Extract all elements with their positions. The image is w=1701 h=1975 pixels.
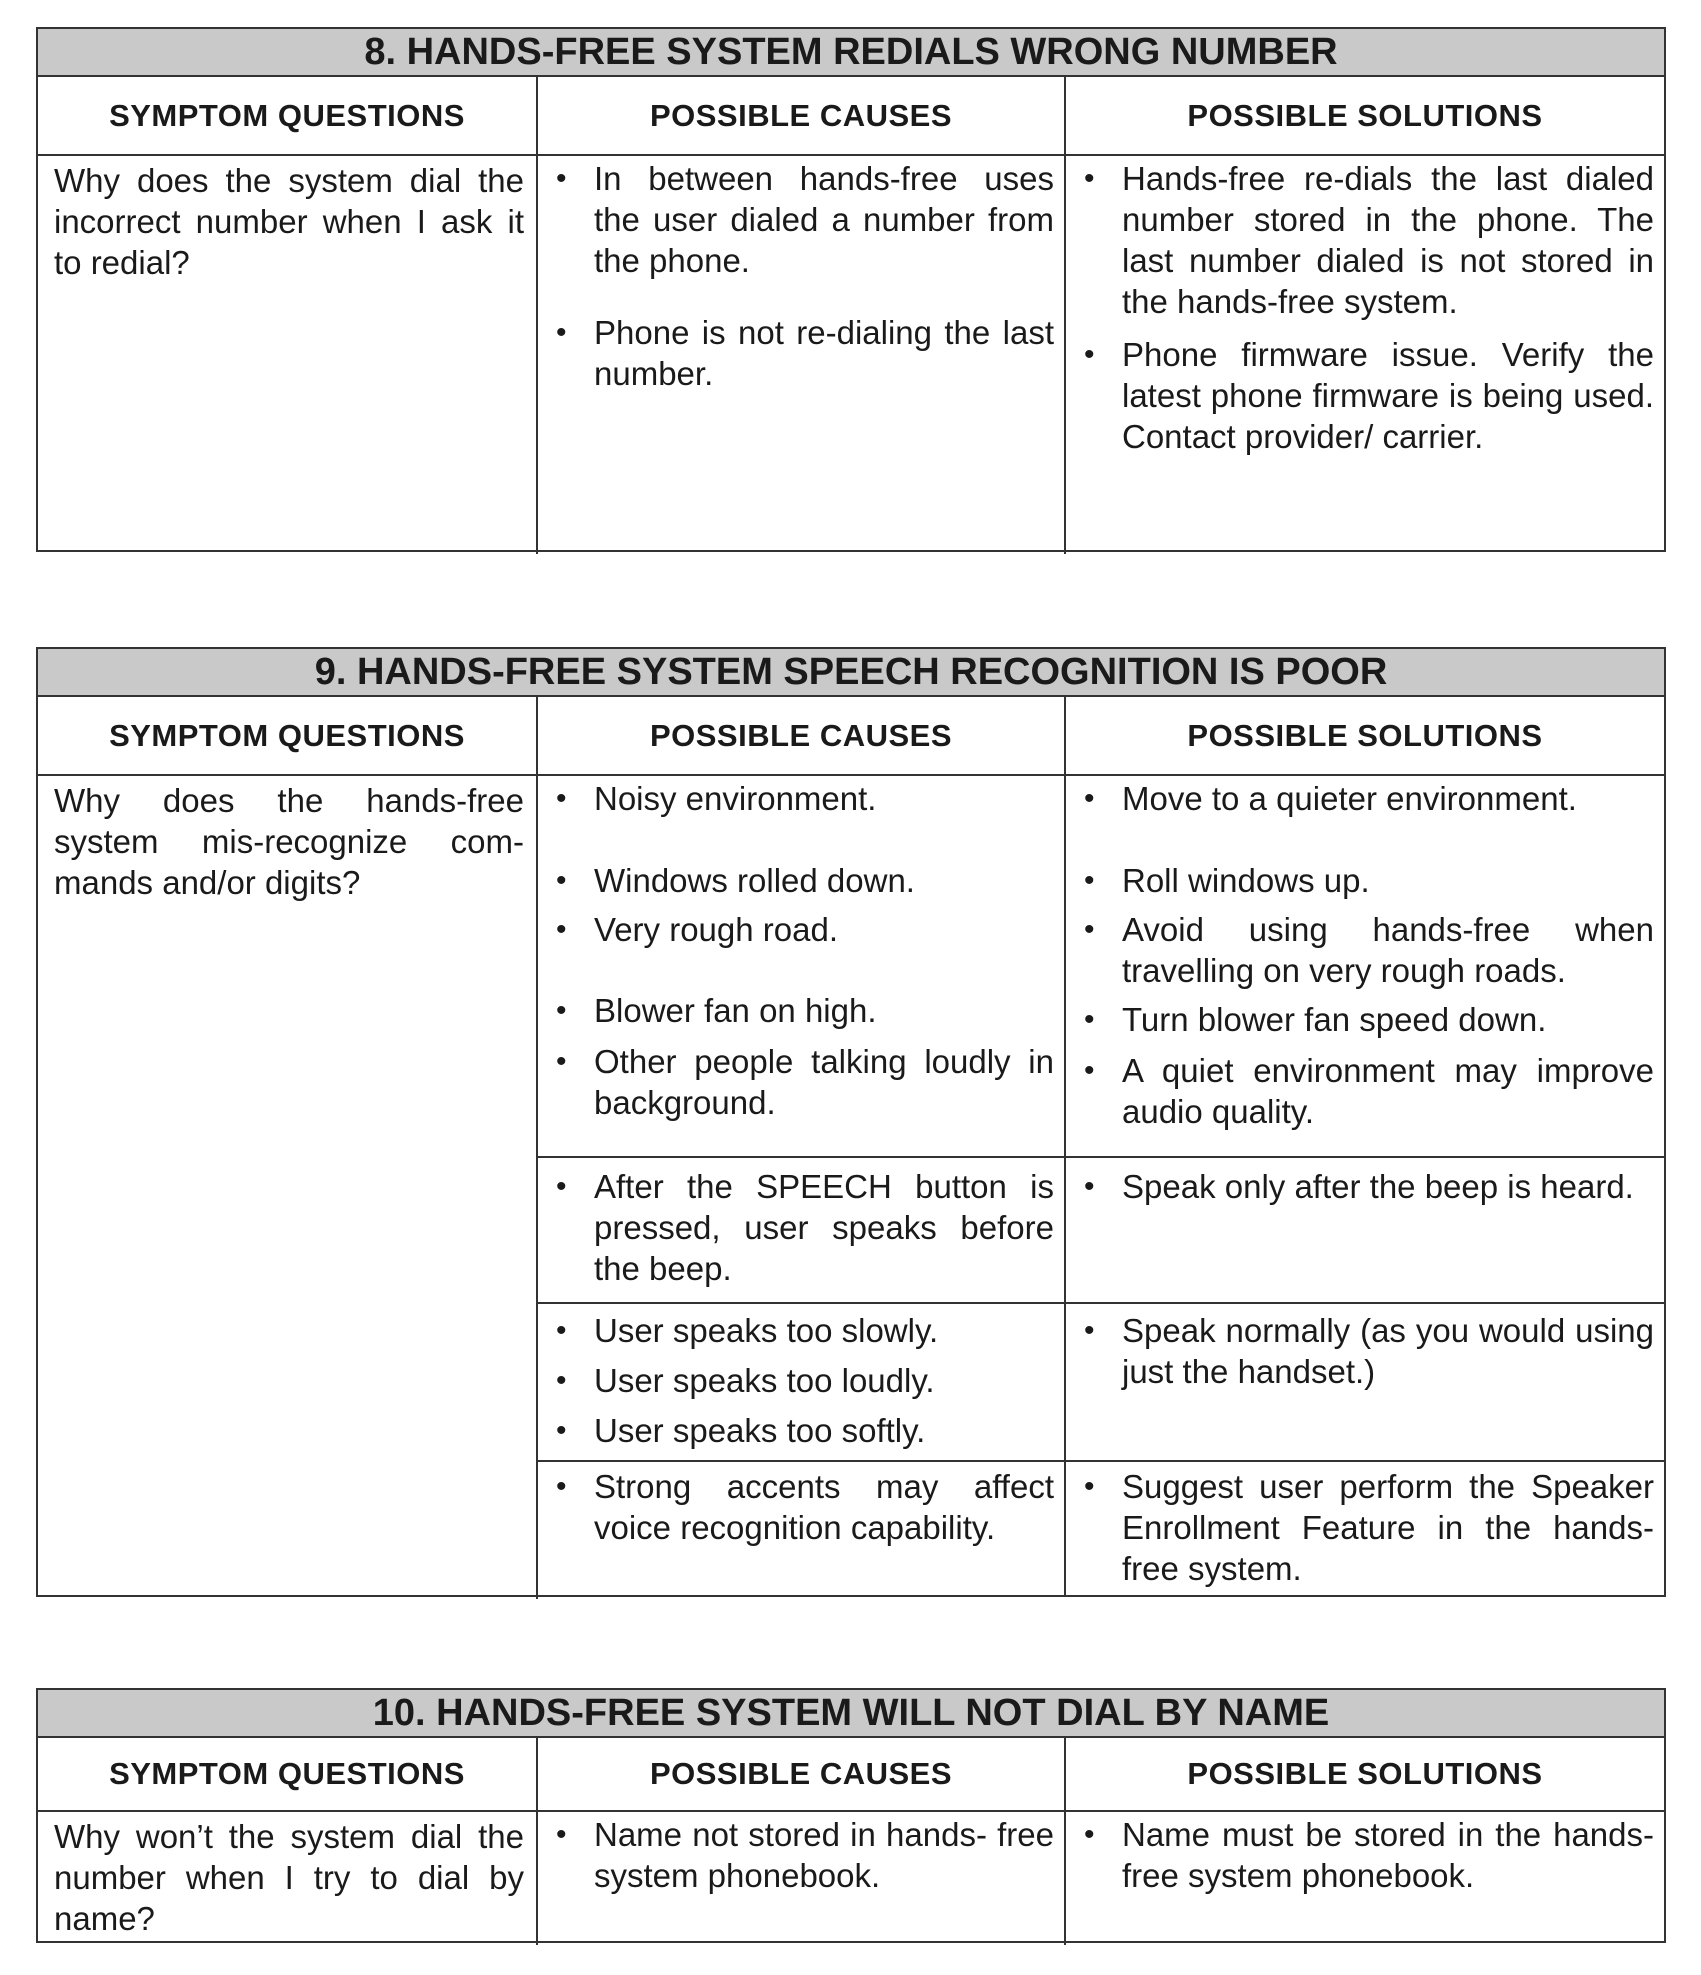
cause-item: • After the SPEECH button is pressed, user speaks before the beep. <box>546 1166 1054 1289</box>
cause-item: • User speaks too slowly. <box>546 1310 1054 1351</box>
troubleshooting-table-8 <box>36 27 1666 552</box>
causes-cell <box>538 1304 1066 1460</box>
solution-item: • Avoid using hands-free when travelling on very rough roads. <box>1074 909 1654 991</box>
causes-cell <box>538 1812 1066 1945</box>
cause-item: • Very rough road. <box>546 909 1054 950</box>
solution-item: • Speak normally (as you would using just the handset.) <box>1074 1310 1654 1392</box>
cause-item: • Strong accents may affect voice recognition capability. <box>546 1466 1054 1548</box>
solutions-cell <box>1066 1158 1664 1302</box>
troubleshooting-table-10 <box>36 1688 1666 1943</box>
solution-item: • Name must be stored in the hands-free system phonebook. <box>1074 1814 1654 1896</box>
cause-item: • In between hands-free uses the user dialed a number from the phone. <box>546 158 1054 281</box>
causes-header: POSSIBLE CAUSES <box>538 697 1066 776</box>
causes-cell <box>538 1462 1066 1597</box>
solutions-cell <box>1066 776 1664 1156</box>
cause-item: • Other people talking loudly in background. <box>546 1041 1054 1123</box>
solution-item: • Speak only after the beep is heard. <box>1074 1166 1654 1207</box>
cause-item: • User speaks too softly. <box>546 1410 1054 1451</box>
causes-header: POSSIBLE CAUSES <box>538 1738 1066 1812</box>
solution-item: • Hands-free re-dials the last dialed number stored in the phone. The last number dialed is not stored in the hands-free system. <box>1074 158 1654 322</box>
solutions-header: POSSIBLE SOLUTIONS <box>1066 77 1664 156</box>
cause-item: • User speaks too loudly. <box>546 1360 1054 1401</box>
solution-item: • Roll windows up. <box>1074 860 1654 901</box>
solution-item: • Move to a quieter environment. <box>1074 778 1654 819</box>
symptom-header: SYMPTOM QUESTIONS <box>38 77 538 156</box>
cause-solution-row <box>538 1460 1664 1597</box>
solutions-cell <box>1066 1462 1664 1597</box>
symptom-question: Why does the system dial the incorrect number when I ask it to redial? <box>38 156 538 554</box>
cause-solution-rows <box>538 776 1664 1599</box>
cause-solution-row <box>538 1156 1664 1302</box>
cause-solution-row <box>538 776 1664 1156</box>
causes-header: POSSIBLE CAUSES <box>538 77 1066 156</box>
solution-item: • Turn blower fan speed down. <box>1074 999 1654 1040</box>
table-title: 10. HANDS-FREE SYSTEM WILL NOT DIAL BY NAME <box>38 1690 1664 1738</box>
symptom-header: SYMPTOM QUESTIONS <box>38 697 538 776</box>
troubleshooting-table-9 <box>36 647 1666 1597</box>
symptom-header: SYMPTOM QUESTIONS <box>38 1738 538 1812</box>
table-title: 9. HANDS-FREE SYSTEM SPEECH RECOGNITION IS POOR <box>38 649 1664 697</box>
causes-cell <box>538 776 1066 1156</box>
solutions-header: POSSIBLE SOLUTIONS <box>1066 697 1664 776</box>
cause-item: • Phone is not re-dialing the last number. <box>546 312 1054 394</box>
causes-cell <box>538 156 1066 554</box>
cause-item: • Name not stored in hands- free system phonebook. <box>546 1814 1054 1896</box>
cause-item: • Windows rolled down. <box>546 860 1054 901</box>
cause-item: • Noisy environment. <box>546 778 1054 819</box>
symptom-question: Why does the hands-free system mis-recognize com- mands and/or digits? <box>38 776 538 1599</box>
table-title: 8. HANDS-FREE SYSTEM REDIALS WRONG NUMBER <box>38 29 1664 77</box>
solution-item: • A quiet environment may improve audio quality. <box>1074 1050 1654 1132</box>
solutions-header: POSSIBLE SOLUTIONS <box>1066 1738 1664 1812</box>
cause-item: • Blower fan on high. <box>546 990 1054 1031</box>
solutions-cell <box>1066 1812 1664 1945</box>
solution-item: • Suggest user perform the Speaker Enrollment Feature in the hands-free system. <box>1074 1466 1654 1589</box>
symptom-question: Why won’t the system dial the number when I try to dial by name? <box>38 1812 538 1945</box>
solutions-cell <box>1066 1304 1664 1460</box>
causes-cell <box>538 1158 1066 1302</box>
solution-item: • Phone firmware issue. Verify the latest phone firmware is being used. Contact provider/ carrier. <box>1074 334 1654 457</box>
cause-solution-row <box>538 1302 1664 1460</box>
solutions-cell <box>1066 156 1664 554</box>
